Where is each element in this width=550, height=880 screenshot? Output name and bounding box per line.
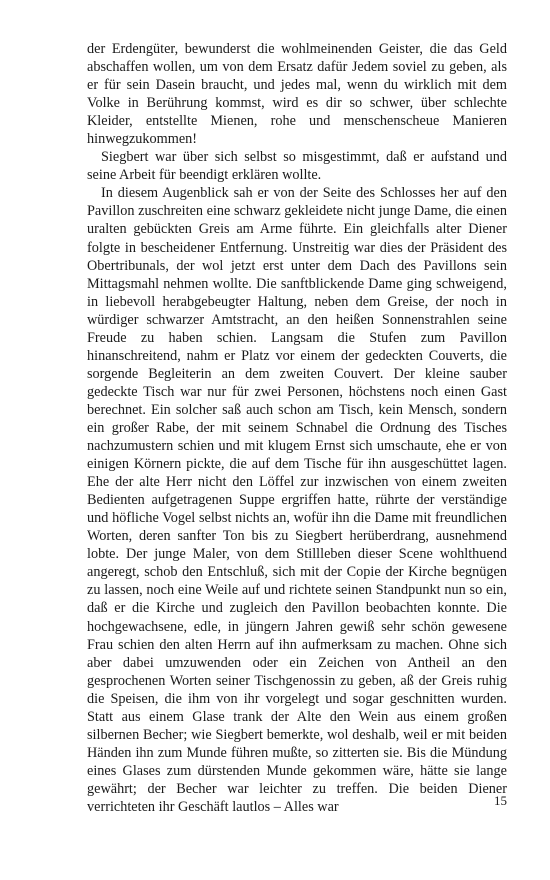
paragraph: Siegbert war über sich selbst so misgestimmt, daß er aufstand und seine Arbeit für beendigt erklären wollte.: [87, 149, 507, 184]
paragraph: In diesem Augenblick sah er von der Seite des Schlosses her auf den Pavillon zuschreiten eine schwarz gekleidete nicht junge Dame, die einen uralten gebückten Greis am Arme führte. Ein gleichfalls alter Diener folgte in bescheidener Entfernung. Unstreitig war dies der Präsident des Obertribunals, der wol jetzt erst unter dem Dach des Pavillons sein Mittagsmahl nehmen wollte. Die sanftblickende Dame ging schweigend, in liebevoll herabgebeugter Haltung, neben dem Greise, der noch in würdiger schwarzer Amtstracht, an den heißen Sonnenstrahlen seine Freude zu haben schien. Langsam die Stufen zum Pavillon hinanschreitend, nahm er Platz vor einem der gedeckten Couverts, die sorgende Begleiterin an dem zweiten Couvert. Der kleine sauber gedeckte Tisch war nur für zwei Personen, höchstens noch einen Gast berechnet. Ein solcher saß auch schon am Tisch, kein Mensch, sondern ein großer Rabe, der mit seinem Schnabel die Ordnung des Tisches nachzumustern schien und mit klugem Ernst sich umschaute, ehe er von einigen Körnern pickte, die auf dem Tische für ihn ausgeschüttet lagen. Ehe der alte Herr nicht den Löffel zur inzwischen von einem zweiten Bedienten aufgetragenen Suppe ergriffen hatte, rührte der verständige und höfliche Vogel selbst nichts an, wofür ihn die Dame mit freundlichen Worten, deren sanfter Ton bis zu Siegbert herüberdrang, ausnehmend lobte. Der junge Maler, von dem Stillleben dieser Scene wohlthuend angeregt, schob den Entschluß, sich mit der Copie der Kirche begnügen zu lassen, noch eine Weile auf und richtete seinen Standpunkt nun so ein, daß er die Kirche und zugleich den Pavillon beobachten konnte. Die hochgewachsene, edle, in jüngern Jahren gewiß sehr schön gewesene Frau schien den alten Herrn auf ihn aufmerksam zu machen. Ohne sich aber dabei umzuwenden oder ein Zeichen von Antheil an den gesprochenen Worten seiner Tischgenossin zu geben, aß der Greis ruhig die Speisen, die ihm von ihr vorgelegt und sogar geschnitten wurden. Statt aus einem Glase trank der Alte den Wein aus einem großen silbernen Becher; wie Siegbert bemerkte, wol deshalb, weil er mit beiden Händen ihn zum Munde führen mußte, so zitterten sie. Bis die Mündung eines Glases zum dürstenden Munde gekommen wäre, hätte sie lange gewährt; der Becher war leichter zu treffen. Die beiden Diener verrichteten ihr Geschäft lautlos – Alles war: [87, 185, 507, 815]
paragraph-continuation: der Erdengüter, bewunderst die wohlmeinenden Geister, die das Geld abschaffen wollen, um von dem Ersatz dafür Jedem soviel zu geben, als er für sein Dasein braucht, und jedes mal, wenn du wirklich mit dem Volke in Berührung kommst, wird es dir so schwer, über schlechte Kleider, entstellte Mienen, rohe und menschenscheue Manieren hinwegzukommen!: [87, 41, 507, 148]
body-text: [87, 40, 507, 816]
page-number: 15: [494, 793, 507, 808]
